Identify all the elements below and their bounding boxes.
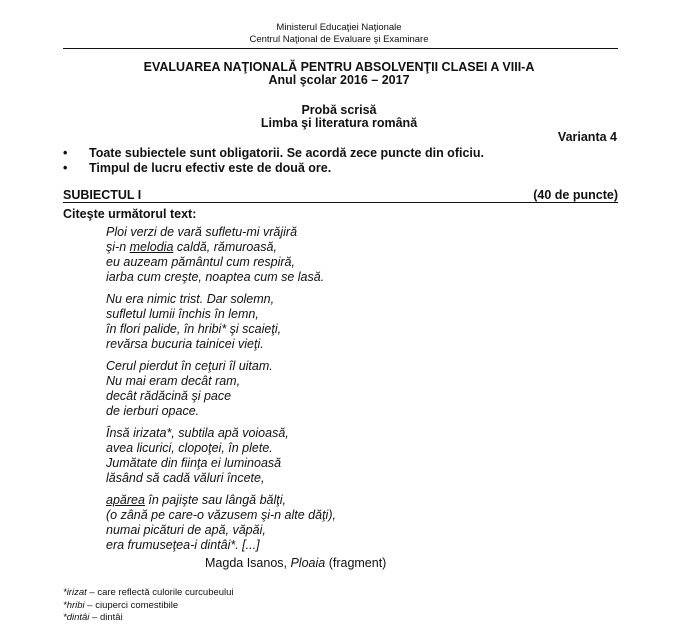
poem-line (106, 493, 336, 508)
poem-line: eu auzeam pământul cum respiră, (106, 255, 295, 269)
poem-line (106, 240, 336, 255)
section-points: (40 de puncte) (533, 188, 618, 202)
poem-line: iarba cum creşte, noaptea cum se lasă. (106, 270, 325, 284)
poem-line: lăsând să cadă văluri încete, (106, 471, 265, 485)
poem-line: Nu era nimic trist. Dar solemn, (106, 292, 275, 306)
poem-stanza (106, 359, 336, 419)
underlined-word: melodia (129, 240, 174, 254)
footnote-term: *dintâi (63, 612, 90, 623)
footnote-term: *hribi (63, 599, 85, 611)
bullet-icon: • (63, 146, 68, 160)
poem-stanza (106, 426, 336, 486)
section-header (63, 188, 618, 203)
footnote-term: *irizat (63, 587, 87, 598)
poem-line: Jumătate din fiinţa ei luminoasă (106, 456, 282, 470)
instruction-text: Toate subiectele sunt obligatorii. Se acordă zece puncte din oficiu. (89, 146, 484, 160)
instruction-item (63, 146, 484, 161)
poem-line: avea licurici, clopoţei, în plete. (106, 441, 273, 455)
poem-stanza (106, 493, 336, 553)
poem-line: sufletul lumii închis în lemn, (106, 307, 259, 321)
poem-line: de ierburi opace. (106, 404, 200, 418)
section-name: SUBIECTUL I (63, 188, 142, 202)
footnote (63, 600, 234, 613)
poem-line: numai picături de apă, văpăi, (106, 523, 266, 537)
bullet-icon: • (63, 161, 68, 175)
poem-line: revărsa bucuria tainicei vieţi. (106, 337, 264, 351)
line-text: în pajişte sau lângă bălţi, (144, 493, 287, 507)
poem-line: Însă irizata*, subtila apă voioasă, (106, 426, 289, 440)
exam-title: EVALUAREA NAŢIONALĂ PENTRU ABSOLVENŢII CLASEI A VIII-A (143, 60, 535, 74)
instruction-text: Timpul de lucru efectiv este de două ore. (89, 161, 332, 175)
poem-line: în flori palide, în hribi* şi scaieţi, (106, 322, 282, 336)
evaluation-center-name: Centrul Naţional de Evaluare şi Examinare (249, 34, 429, 45)
poem-line: Ploi verzi de vară sufletu-mi vrăjiră (106, 225, 298, 239)
line-text: şi-n (106, 240, 130, 254)
underlined-word: apărea (106, 493, 145, 507)
header-divider (63, 48, 618, 49)
ministry-name: Ministerul Educaţiei Naţionale (276, 22, 402, 33)
instruction-item (63, 161, 331, 176)
poem-line: Nu mai eram decât ram, (106, 374, 241, 388)
test-type: Probă scrisă (301, 103, 377, 117)
poem-stanza (106, 225, 336, 285)
poem-line: era frumuseţea-i dintâi*. [...] (106, 538, 260, 552)
poem-line: (o zână pe care-o văzusem şi-n alte dăţi), (106, 508, 336, 522)
school-year: Anul şcolar 2016 – 2017 (268, 73, 410, 87)
footnote-definition: – dintâi (89, 612, 123, 623)
work-title: Ploaia (290, 556, 326, 570)
reading-prompt: Citeşte următorul text: (63, 207, 197, 221)
poem-line: Cerul pierdut în ceţuri îl uitam. (106, 359, 273, 373)
poem-attribution (205, 556, 386, 570)
footnote (63, 587, 234, 600)
footnote-definition: – care reflectă culorile curcubeului (86, 587, 234, 598)
footnote-definition: – ciuperci comestibile (84, 599, 179, 611)
author-name: Magda Isanos, (205, 556, 291, 570)
exam-subject: Limba şi literatura română (260, 116, 418, 130)
footnote (63, 612, 234, 625)
variant-label: Varianta 4 (557, 130, 617, 144)
footnotes (63, 587, 234, 625)
poem-stanza (106, 292, 336, 352)
poem-line: decât rădăcină şi pace (106, 389, 232, 403)
line-text: caldă, rămuroasă, (173, 240, 277, 254)
poem (106, 225, 336, 560)
work-note: (fragment) (325, 556, 387, 570)
